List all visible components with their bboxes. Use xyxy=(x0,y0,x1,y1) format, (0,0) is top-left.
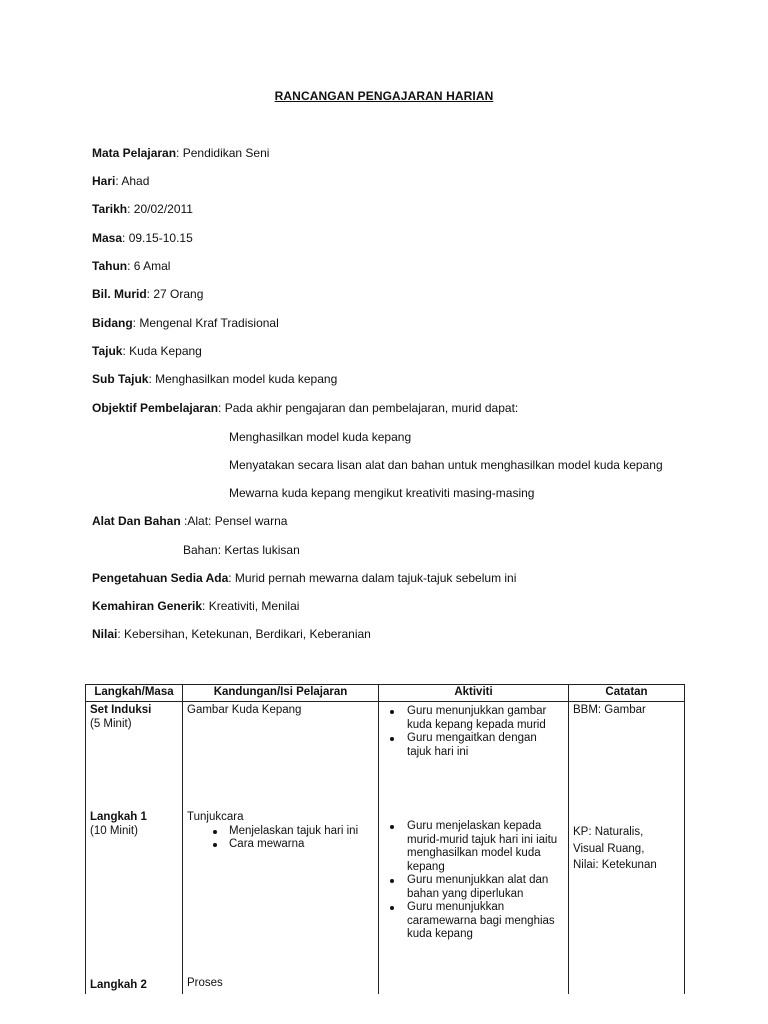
content-text: Tunjukcara xyxy=(187,811,244,823)
content-text: Proses xyxy=(187,977,223,989)
field-label: Tarikh xyxy=(92,202,128,216)
field-nilai xyxy=(92,627,371,642)
note-text: BBM: Gambar xyxy=(573,704,646,716)
header-catatan: Catatan xyxy=(569,685,685,702)
objective-item: Menyatakan secara lisan alat dan bahan untuk menghasilkan model kuda kepang xyxy=(229,458,663,472)
field-label: Sub Tajuk xyxy=(92,372,149,386)
content-list xyxy=(187,825,374,852)
field-label: Pengetahuan Sedia Ada xyxy=(92,571,229,585)
field-bil-murid xyxy=(92,287,203,302)
field-label: Tahun xyxy=(92,259,128,273)
cell-kandungan xyxy=(183,702,379,995)
field-masa xyxy=(92,231,193,246)
list-item: Guru menunjukkan gambar kuda kepang kepada murid xyxy=(383,705,564,732)
step-time: (10 Minit) xyxy=(90,824,138,837)
step-label: Langkah 1 xyxy=(90,811,147,823)
list-item: Cara mewarna xyxy=(187,838,374,852)
objective-item: Menghasilkan model kuda kepang xyxy=(229,430,412,444)
step-time: (5 Minit) xyxy=(90,717,132,730)
field-label: Masa xyxy=(92,231,123,245)
field-label: Bil. Murid xyxy=(92,287,147,301)
field-sub-tajuk xyxy=(92,372,337,387)
field-label: Objektif Pembelajaran xyxy=(92,401,219,415)
field-value: : 6 Amal xyxy=(127,259,171,273)
cell-catatan xyxy=(569,702,685,995)
list-item: Guru mengaitkan dengan tajuk hari ini xyxy=(383,732,564,759)
field-value: : Menghasilkan model kuda kepang xyxy=(148,372,338,386)
field-label: Tajuk xyxy=(92,344,123,358)
note-text: Nilai: Ketekunan xyxy=(573,859,657,871)
field-value: : Kreativiti, Menilai xyxy=(202,599,300,613)
field-tarikh xyxy=(92,202,193,217)
field-bahan: Bahan: Kertas lukisan xyxy=(183,543,300,557)
list-item: Guru menjelaskan kepada murid-murid tajuk hari ini iaitu menghasilkan model kuda kepang xyxy=(383,820,564,874)
field-value: : Kebersihan, Ketekunan, Berdikari, Keberanian xyxy=(117,627,371,641)
lesson-table xyxy=(85,684,685,994)
field-kemahiran xyxy=(92,599,299,614)
field-label: Kemahiran Generik xyxy=(92,599,203,613)
field-mata-pelajaran xyxy=(92,146,269,161)
field-tahun xyxy=(92,259,170,274)
field-value: : Pendidikan Seni xyxy=(176,146,270,160)
field-label: Alat Dan Bahan xyxy=(92,514,181,528)
field-label: Mata Pelajaran xyxy=(92,146,177,160)
field-value: :Alat: Pensel warna xyxy=(180,514,288,528)
field-bidang xyxy=(92,316,279,331)
field-objektif xyxy=(92,401,518,416)
header-langkah-masa: Langkah/Masa xyxy=(86,685,183,702)
table-header-row xyxy=(86,685,685,702)
header-aktiviti: Aktiviti xyxy=(379,685,569,702)
field-value: : 09.15-10.15 xyxy=(122,231,193,245)
list-item: Guru menunjukkan alat dan bahan yang diperlukan xyxy=(383,874,564,901)
field-pengetahuan xyxy=(92,571,516,586)
step-label: Set Induksi xyxy=(90,704,152,716)
field-label: Hari xyxy=(92,174,116,188)
field-value: : 20/02/2011 xyxy=(127,202,193,216)
cell-langkah-masa xyxy=(86,702,183,995)
list-item: Menjelaskan tajuk hari ini xyxy=(187,825,374,839)
field-value: : Murid pernah mewarna dalam tajuk-tajuk sebelum ini xyxy=(228,571,517,585)
field-alat-dan-bahan xyxy=(92,514,287,529)
field-value: : 27 Orang xyxy=(146,287,204,301)
field-label: Nilai xyxy=(92,627,118,641)
table-row xyxy=(86,702,685,995)
field-label: Bidang xyxy=(92,316,133,330)
note-text: Visual Ruang, xyxy=(573,842,645,855)
activity-list xyxy=(383,705,564,759)
field-hari xyxy=(92,174,149,189)
field-tajuk xyxy=(92,344,202,359)
content-text: Gambar Kuda Kepang xyxy=(187,704,302,716)
page-title: RANCANGAN PENGAJARAN HARIAN xyxy=(274,89,494,103)
field-value: : Kuda Kepang xyxy=(122,344,202,358)
header-kandungan: Kandungan/Isi Pelajaran xyxy=(183,685,379,702)
note-text: KP: Naturalis, xyxy=(573,826,644,838)
field-value: : Pada akhir pengajaran dan pembelajaran, murid dapat: xyxy=(218,401,519,415)
objective-item: Mewarna kuda kepang mengikut kreativiti masing-masing xyxy=(229,486,535,500)
step-label: Langkah 2 xyxy=(90,979,147,991)
field-value: : Ahad xyxy=(115,174,150,188)
cell-aktiviti xyxy=(379,702,569,995)
field-value: : Mengenal Kraf Tradisional xyxy=(132,316,279,330)
activity-list xyxy=(383,820,564,942)
list-item: Guru menunjukkan caramewarna bagi menghias kuda kepang xyxy=(383,901,564,942)
